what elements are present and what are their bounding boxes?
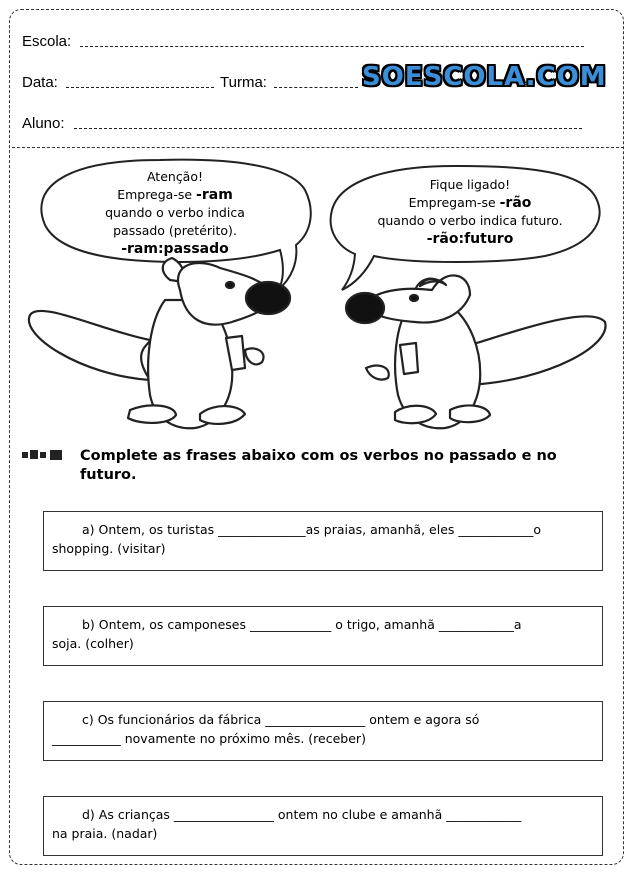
left-bubble-line4: passado (pretérito).: [113, 223, 237, 238]
left-bubble-line3: quando o verbo indica: [105, 205, 245, 220]
question-b-line2: soja. (colher): [52, 636, 134, 651]
soescola-logo: SOESCOLA.COM: [362, 62, 607, 92]
question-d-line2: na praia. (nadar): [52, 826, 158, 841]
question-c-line2: ___________ novamente no próximo mês. (receber): [52, 731, 366, 746]
school-label: Escola:: [22, 33, 72, 50]
question-c-line1: c) Os funcionários da fábrica ________________ ontem e agora só: [82, 712, 480, 727]
left-bubble-line1: Atenção!: [146, 169, 204, 184]
instruction-text: Complete as frases abaixo com os verbos no passado e no futuro.: [80, 448, 557, 483]
right-bubble-line4: -rão:futuro: [426, 231, 514, 247]
question-a-line1: a) Ontem, os turistas ______________as praias, amanhã, eles ____________o: [82, 522, 542, 537]
question-b-line1: b) Ontem, os camponeses _____________ o trigo, amanhã ____________a: [82, 617, 522, 632]
left-bubble-line2: Emprega-se -ram: [117, 187, 233, 203]
left-bubble-line5: -ram:passado: [121, 241, 229, 257]
question-a-line2: shopping. (visitar): [52, 541, 166, 556]
date-label: Data:: [22, 74, 58, 91]
left-squirrel: [29, 258, 290, 428]
right-bubble-line1: Fique ligado!: [429, 177, 511, 192]
right-bubble-line3: quando o verbo indica futuro.: [377, 213, 563, 228]
student-label: Aluno:: [22, 115, 65, 132]
right-bubble-line2: Empregam-se -rão: [408, 195, 532, 211]
arrow-bullet-icon: [22, 450, 62, 460]
question-d-box[interactable]: [43, 796, 603, 856]
question-a-box[interactable]: [43, 511, 603, 571]
right-bubble-text: [360, 176, 580, 248]
left-bubble-text: [80, 168, 270, 258]
class-label: Turma:: [220, 74, 267, 91]
right-squirrel: [346, 275, 606, 428]
question-b-box[interactable]: [43, 606, 603, 666]
question-c-box[interactable]: [43, 701, 603, 761]
question-d-line1: d) As crianças ________________ ontem no clube e amanhã ____________: [82, 807, 522, 822]
